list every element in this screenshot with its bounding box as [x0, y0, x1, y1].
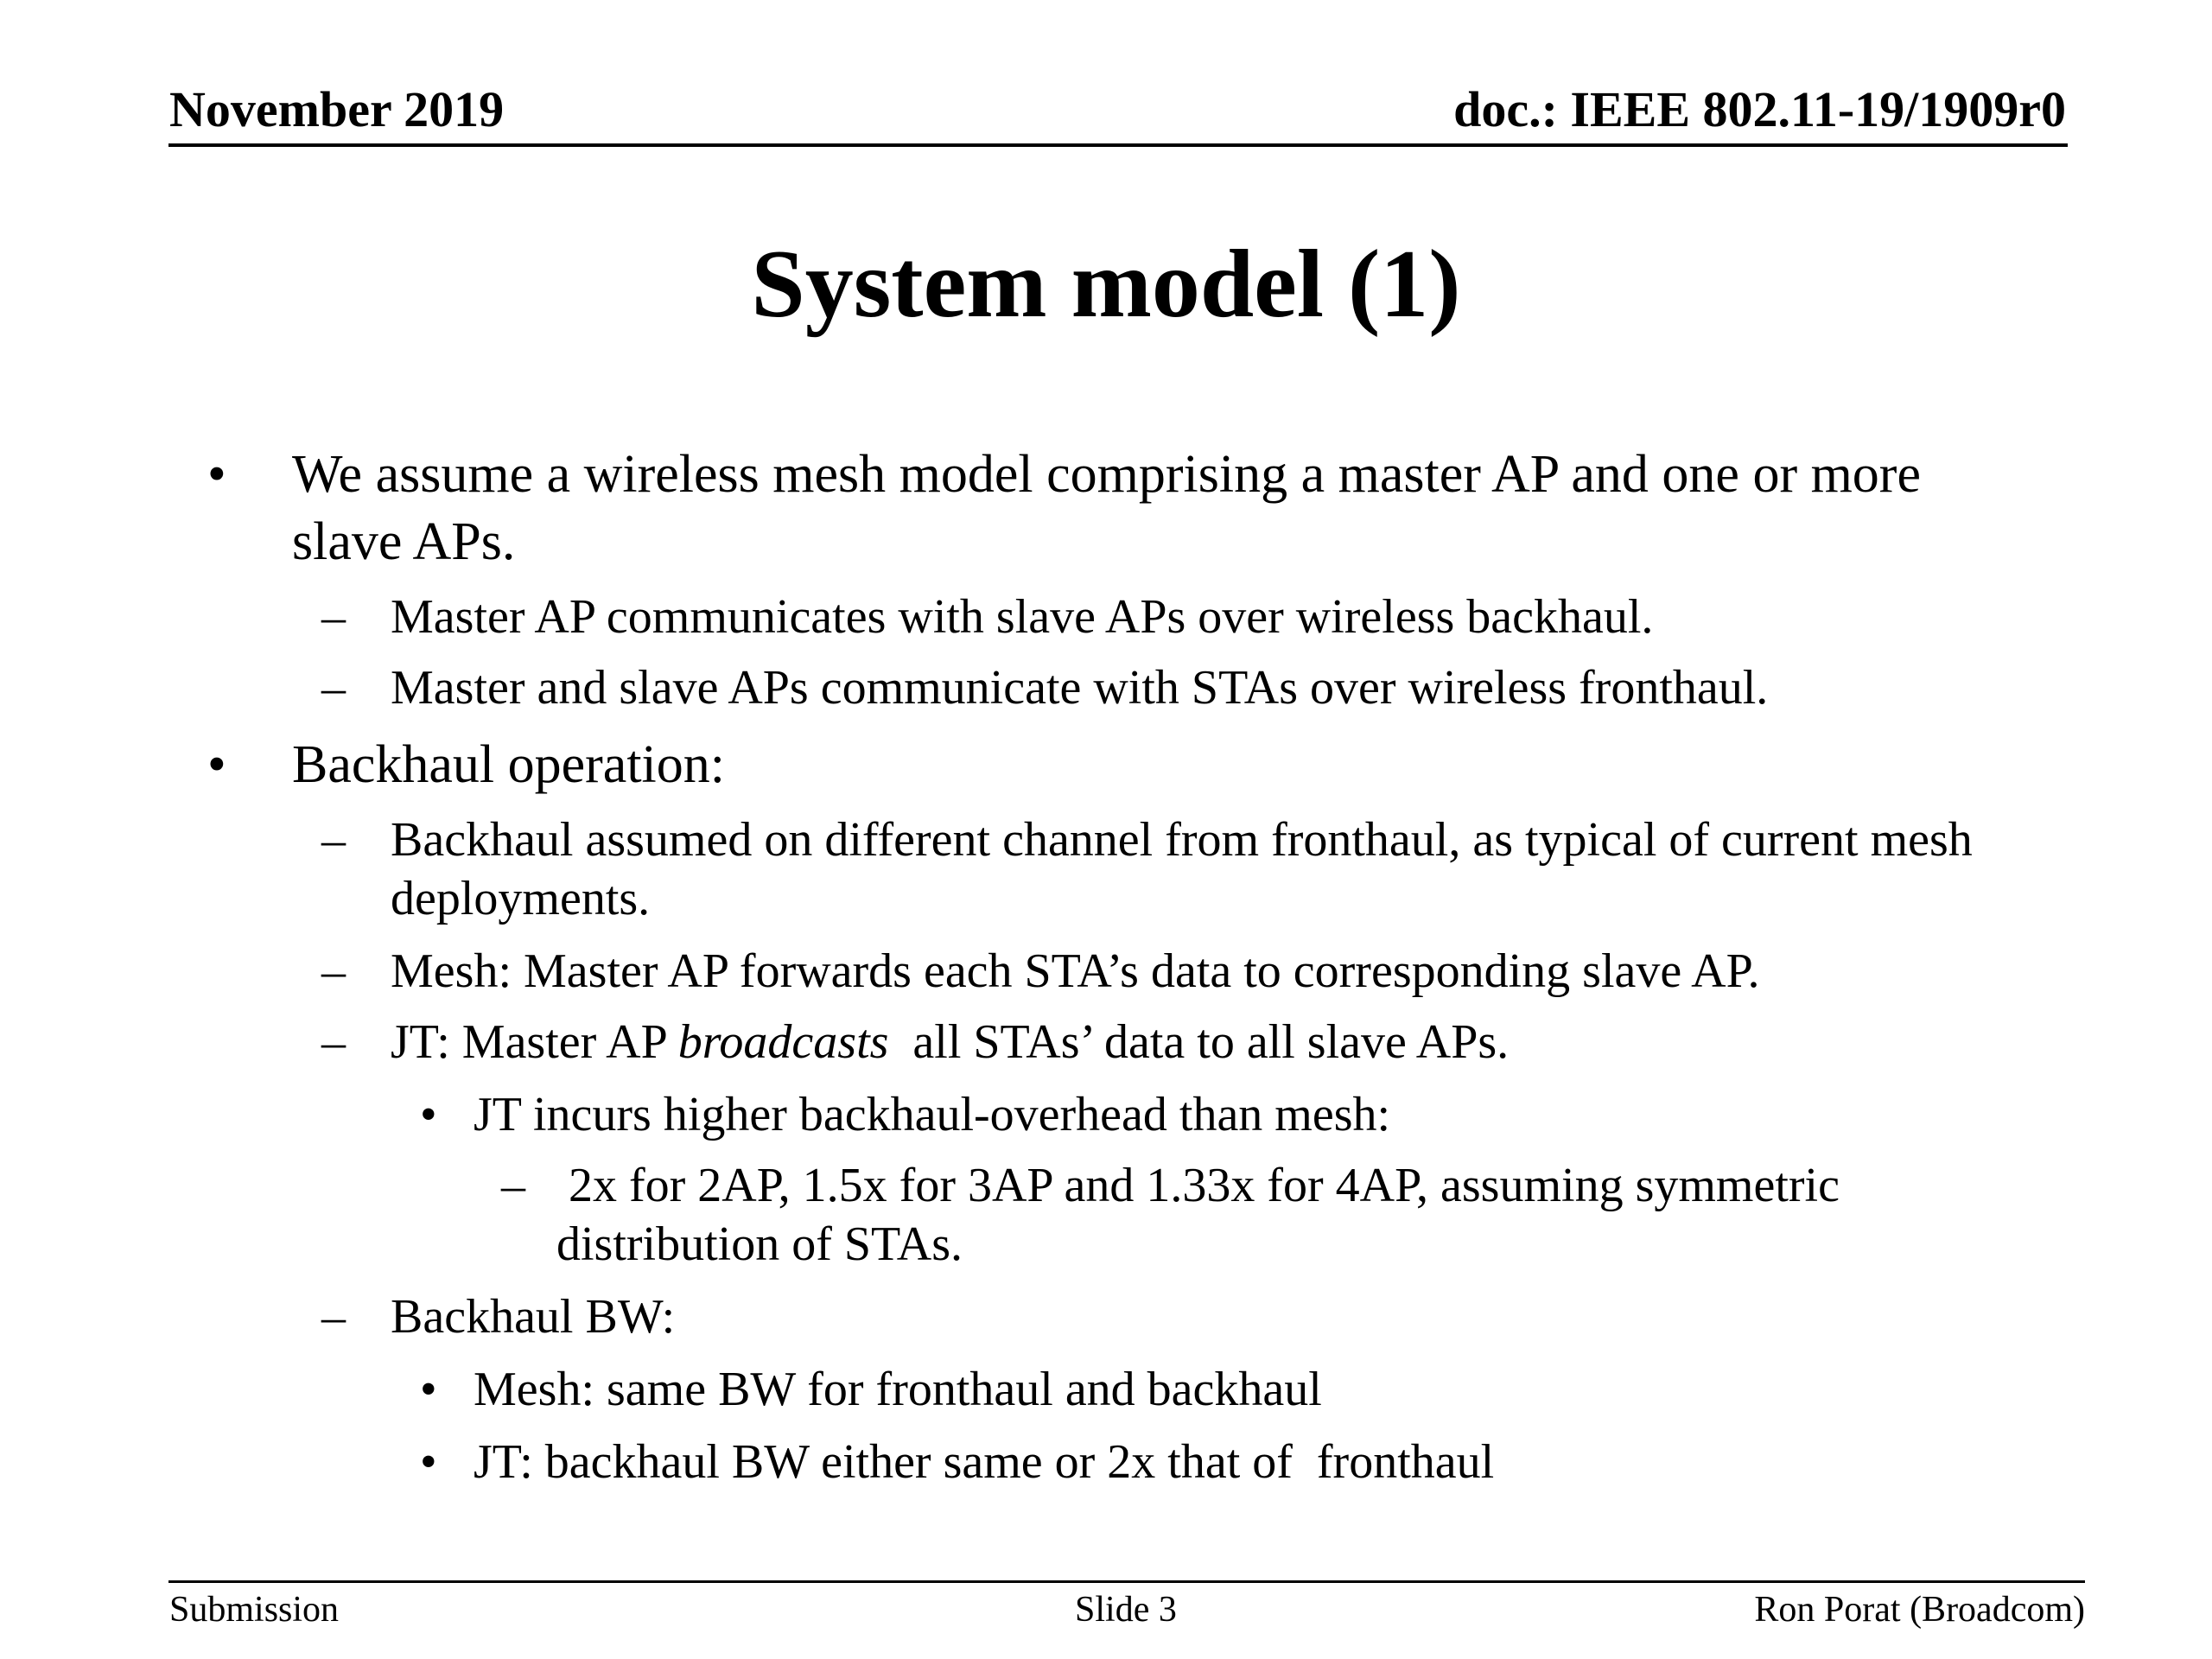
- sub-3-text-after: all STAs’ data to all slave APs.: [888, 1015, 1510, 1069]
- dash-marker: –: [321, 661, 346, 715]
- bullet-marker: •: [420, 1363, 437, 1416]
- bullet-marker: •: [207, 735, 226, 794]
- bullet-2-sub-1-line-2: deployments.: [391, 872, 651, 925]
- bullet-2-sub-2: Mesh: Master AP forwards each STA’s data to corresponding slave AP.: [391, 944, 1760, 998]
- header-doc-id: doc.: IEEE 802.11-19/1909r0: [1453, 81, 2066, 137]
- bullet-2-sub-3-sub-1-sub-1-line-1: 2x for 2AP, 1.5x for 3AP and 1.33x for 4AP, assuming symmetric: [556, 1159, 1840, 1212]
- footer-author: Ron Porat (Broadcom): [1754, 1590, 2085, 1630]
- bullet-marker: •: [420, 1088, 437, 1141]
- dash-marker: –: [321, 813, 346, 867]
- bullet-1-sub-1: Master AP communicates with slave APs over wireless backhaul.: [391, 590, 1654, 644]
- bullet-2-text: Backhaul operation:: [292, 735, 725, 794]
- bullet-1-line-2: slave APs.: [292, 512, 516, 571]
- bullet-1-line-1: We assume a wireless mesh model comprising a master AP and one or more: [292, 445, 1921, 504]
- bullet-2-sub-3-sub-1: JT incurs higher backhaul-overhead than mesh:: [474, 1088, 1391, 1141]
- dash-marker: –: [321, 1015, 346, 1069]
- header-divider: [168, 143, 2068, 147]
- bullet-2-sub-1-line-1: Backhaul assumed on different channel from fronthaul, as typical of current mesh: [391, 813, 1973, 867]
- bullet-marker: •: [207, 445, 226, 504]
- dash-marker: –: [321, 1290, 346, 1344]
- dash-marker: –: [321, 944, 346, 998]
- slide-title: System model (1): [751, 231, 1461, 338]
- bullet-1-sub-2: Master and slave APs communicate with STAs over wireless fronthaul.: [391, 661, 1769, 715]
- footer-divider: [168, 1580, 2085, 1583]
- bullet-marker: •: [420, 1435, 437, 1489]
- sub-3-text-italic: broadcasts: [677, 1015, 889, 1069]
- footer-submission: Submission: [169, 1590, 340, 1630]
- bullet-2-sub-4: Backhaul BW:: [391, 1290, 676, 1344]
- bullet-2-sub-4-sub-1: Mesh: same BW for fronthaul and backhaul: [474, 1363, 1322, 1416]
- dash-marker: –: [321, 590, 346, 644]
- footer-slide-number: Slide 3: [1075, 1590, 1177, 1630]
- sub-3-text-before: JT: Master AP: [391, 1015, 678, 1069]
- bullet-2-sub-3-sub-1-sub-1-line-2: distribution of STAs.: [556, 1217, 963, 1271]
- bullet-2-sub-3: [391, 1014, 1509, 1070]
- bullet-2-sub-4-sub-2: JT: backhaul BW either same or 2x that of fronthaul: [474, 1435, 1495, 1489]
- header-date: November 2019: [169, 81, 505, 137]
- dash-marker: –: [501, 1159, 525, 1212]
